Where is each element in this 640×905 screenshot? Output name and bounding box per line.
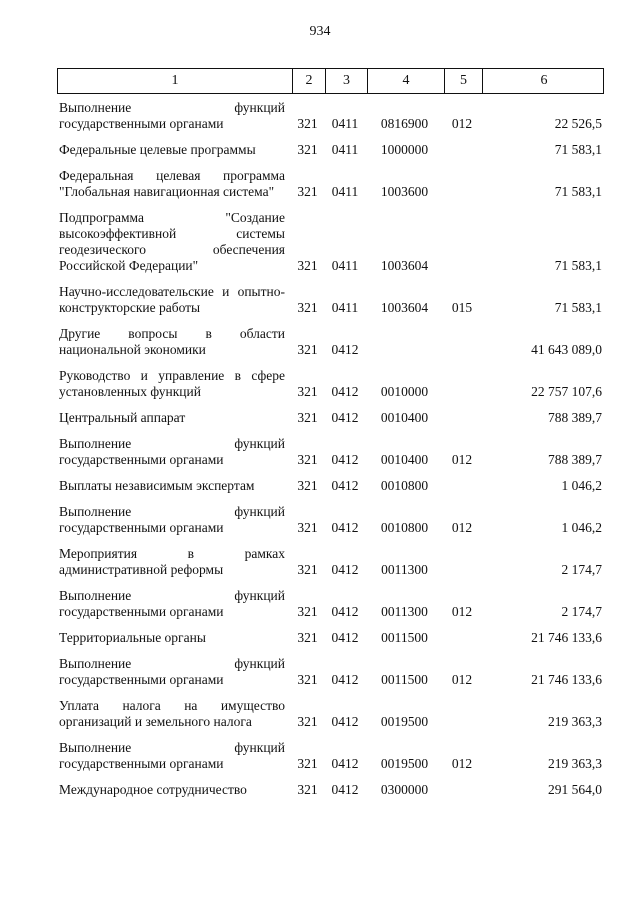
row-code-admin: 321 — [297, 452, 318, 467]
row-code-expense — [443, 368, 481, 400]
row-code-admin: 321 — [297, 410, 318, 425]
row-code-section: 0412 — [331, 782, 359, 797]
row-code-target: 0816900 — [380, 116, 429, 131]
row-code-target: 0011500 — [381, 672, 428, 687]
row-code-section: 0412 — [331, 714, 359, 729]
row-amount: 71 583,1 — [554, 300, 602, 315]
table-row — [57, 740, 604, 772]
page-number: 934 — [309, 24, 331, 39]
row-code-expense — [443, 142, 481, 158]
row-code-expense — [443, 698, 481, 730]
header-col-6: 6 — [482, 69, 605, 93]
row-code-expense — [443, 478, 481, 494]
row-code-expense — [443, 326, 481, 358]
row-code-expense: 012 — [451, 604, 473, 619]
row-code-expense: 012 — [451, 756, 473, 771]
row-code-target: 1000000 — [380, 142, 429, 157]
row-code-section: 0412 — [331, 756, 359, 771]
row-code-admin: 321 — [297, 520, 318, 535]
row-amount: 21 746 133,6 — [531, 672, 602, 687]
row-amount: 21 746 133,6 — [531, 630, 602, 645]
header-col-1: 1 — [171, 73, 179, 88]
row-amount: 788 389,7 — [548, 452, 602, 467]
row-code-expense — [443, 630, 481, 646]
row-code-admin: 321 — [297, 342, 318, 357]
row-code-section: 0412 — [331, 672, 359, 687]
row-code-target: 0011500 — [381, 630, 428, 645]
row-name: Другие вопросы в области национальной экономики — [59, 326, 285, 357]
row-amount: 291 564,0 — [548, 782, 602, 797]
row-name: Уплата налога на имущество организаций и земельного налога — [59, 698, 285, 729]
row-amount: 219 363,3 — [548, 756, 602, 771]
table-row — [57, 478, 604, 494]
table-row — [57, 284, 604, 316]
row-amount: 2 174,7 — [561, 604, 602, 619]
header-col-4: 4 — [367, 69, 444, 93]
table-row — [57, 546, 604, 578]
row-name: Выполнение функций государственными органами — [59, 436, 285, 467]
table-row — [57, 504, 604, 536]
row-code-target: 0019500 — [380, 714, 429, 729]
row-code-expense: 012 — [451, 116, 473, 131]
row-code-expense — [443, 546, 481, 578]
table-header-row — [57, 68, 604, 94]
row-code-admin: 321 — [297, 782, 318, 797]
row-amount: 22 757 107,6 — [531, 384, 602, 399]
row-name: Руководство и управление в сфере установленных функций — [59, 368, 285, 399]
row-code-section: 0412 — [331, 604, 359, 619]
row-code-section: 0411 — [331, 184, 359, 199]
header-col-5: 5 — [444, 69, 482, 93]
row-name: Выполнение функций государственными органами — [59, 656, 285, 687]
row-code-section: 0412 — [331, 520, 359, 535]
budget-table — [57, 68, 604, 808]
row-code-admin: 321 — [297, 300, 318, 315]
row-code-admin: 321 — [297, 562, 318, 577]
row-code-target: 0010400 — [380, 452, 429, 467]
row-name: Выполнение функций государственными органами — [59, 504, 285, 535]
row-code-target: 1003604 — [380, 258, 429, 273]
row-name: Международное сотрудничество — [59, 782, 247, 797]
row-name: Территориальные органы — [59, 630, 206, 645]
row-code-section: 0412 — [331, 384, 359, 399]
table-row — [57, 142, 604, 158]
row-code-section: 0411 — [331, 300, 359, 315]
row-name: Подпрограмма "Создание высокоэффективной системы геодезического обеспечения Российской Федерации" — [59, 210, 285, 273]
row-code-expense: 012 — [451, 672, 473, 687]
row-code-section: 0412 — [331, 478, 359, 493]
row-code-admin: 321 — [297, 258, 318, 273]
row-name: Центральный аппарат — [59, 410, 186, 425]
row-code-target: 0010800 — [380, 478, 429, 493]
row-code-target: 0019500 — [380, 756, 429, 771]
row-code-target: 0010400 — [380, 410, 429, 425]
row-code-target: 1003600 — [380, 184, 429, 199]
row-code-section: 0412 — [331, 410, 359, 425]
row-name: Мероприятия в рамках административной реформы — [59, 546, 285, 577]
row-code-section: 0411 — [331, 116, 359, 131]
row-code-expense — [443, 410, 481, 426]
row-amount: 71 583,1 — [554, 142, 602, 157]
row-code-section: 0411 — [331, 142, 359, 157]
row-amount: 41 643 089,0 — [531, 342, 602, 357]
row-code-expense — [443, 782, 481, 798]
row-code-section: 0411 — [331, 258, 359, 273]
row-code-target: 1003604 — [380, 300, 429, 315]
table-body — [57, 100, 604, 798]
row-code-expense — [443, 210, 481, 274]
row-name: Федеральная целевая программа "Глобальная навигационная система" — [59, 168, 285, 199]
table-row — [57, 698, 604, 730]
row-code-admin: 321 — [297, 116, 318, 131]
row-code-expense: 015 — [451, 300, 473, 315]
row-code-target: 0300000 — [380, 782, 429, 797]
header-col-3: 3 — [325, 69, 367, 93]
row-amount: 71 583,1 — [554, 258, 602, 273]
row-name: Выполнение функций государственными органами — [59, 100, 285, 131]
table-row — [57, 100, 604, 132]
row-code-admin: 321 — [297, 714, 318, 729]
row-amount: 22 526,5 — [554, 116, 602, 131]
table-row — [57, 410, 604, 426]
table-row — [57, 588, 604, 620]
table-row — [57, 368, 604, 400]
row-name: Выполнение функций государственными органами — [59, 588, 285, 619]
row-name: Научно-исследовательские и опытно-конструкторские работы — [59, 284, 285, 315]
header-col-2: 2 — [292, 69, 325, 93]
table-row — [57, 326, 604, 358]
row-amount: 219 363,3 — [548, 714, 602, 729]
table-row — [57, 630, 604, 646]
row-code-section: 0412 — [331, 342, 359, 357]
row-code-target: 0010800 — [380, 520, 429, 535]
row-code-admin: 321 — [297, 384, 318, 399]
row-code-admin: 321 — [297, 672, 318, 687]
row-code-expense — [443, 168, 481, 200]
row-code-target: 0011300 — [381, 604, 428, 619]
row-name: Выплаты независимым экспертам — [59, 478, 255, 493]
row-code-admin: 321 — [297, 184, 318, 199]
row-code-admin: 321 — [297, 478, 318, 493]
row-name: Выполнение функций государственными органами — [59, 740, 285, 771]
row-code-target: 0010000 — [380, 384, 429, 399]
table-row — [57, 782, 604, 798]
row-code-section: 0412 — [331, 452, 359, 467]
table-row — [57, 210, 604, 274]
row-code-expense: 012 — [451, 520, 473, 535]
table-row — [57, 656, 604, 688]
row-amount: 1 046,2 — [561, 478, 602, 493]
row-amount: 1 046,2 — [561, 520, 602, 535]
table-row — [57, 436, 604, 468]
row-code-target: 0011300 — [381, 562, 428, 577]
row-code-admin: 321 — [297, 756, 318, 771]
row-code-admin: 321 — [297, 142, 318, 157]
row-code-admin: 321 — [297, 604, 318, 619]
row-name: Федеральные целевые программы — [59, 142, 256, 157]
row-amount: 2 174,7 — [561, 562, 602, 577]
table-row — [57, 168, 604, 200]
row-code-target — [366, 326, 443, 358]
row-code-admin: 321 — [297, 630, 318, 645]
row-amount: 788 389,7 — [548, 410, 602, 425]
row-code-section: 0412 — [331, 562, 359, 577]
row-code-expense: 012 — [451, 452, 473, 467]
row-amount: 71 583,1 — [554, 184, 602, 199]
row-code-section: 0412 — [331, 630, 359, 645]
